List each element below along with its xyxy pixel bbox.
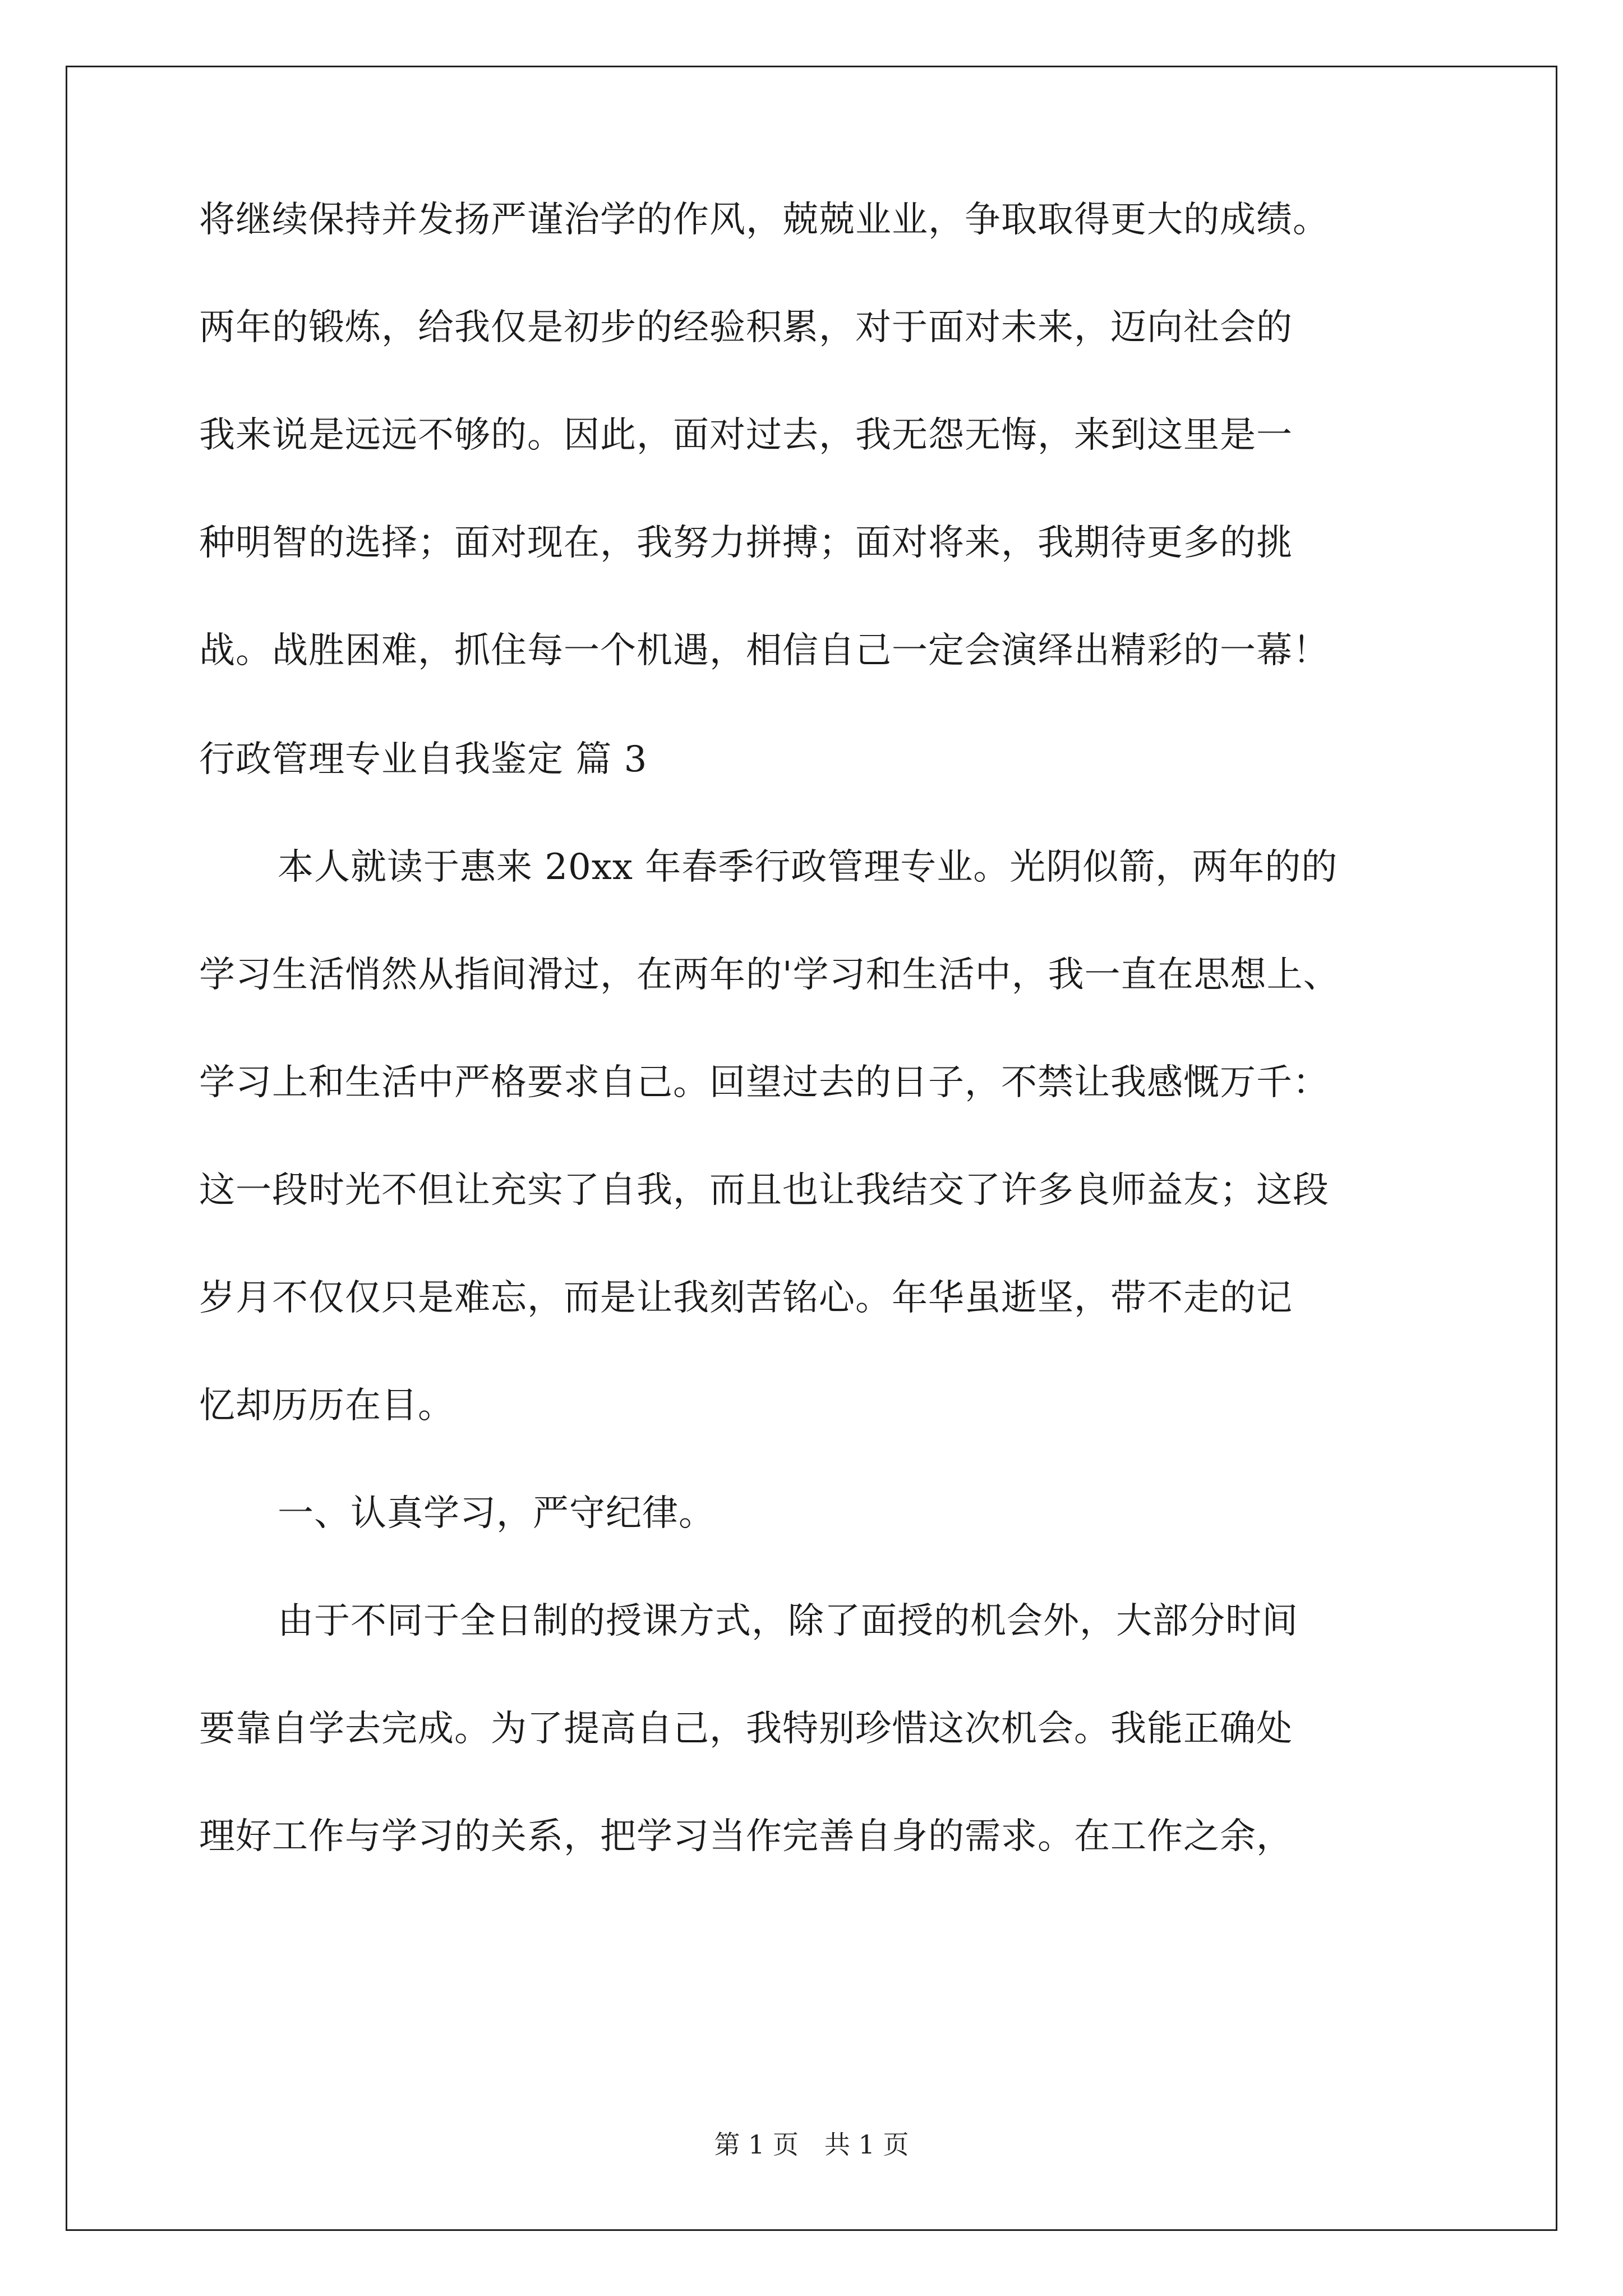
paragraph-previous [199,199,1472,671]
text-line: 两年的锻炼，给我仅是初步的经验积累，对于面对未来，迈向社会的 [199,307,1293,348]
text-line: 我来说是远远不够的。因此，面对过去，我无怨无悔，来到这里是一 [199,415,1293,456]
text-line: 岁月不仅仅只是难忘，而是让我刻苦铭心。年华虽逝坚，带不走的记 [199,1277,1293,1319]
document-body [199,199,1472,1926]
text-line: 这一段时光不但让充实了自我，而且也让我结交了许多良师益友；这段 [199,1170,1329,1211]
paragraph-intro [199,846,1472,1427]
text-line: 种明智的选择；面对现在，我努力拼搏；面对将来，我期待更多的挑 [199,522,1293,564]
subheading: 一、认真学习，严守纪律。 [278,1493,715,1534]
text-line: 要靠自学去完成。为了提高自己，我特别珍惜这次机会。我能正确处 [199,1708,1293,1750]
page-footer: 第 1 页 共 1 页 [714,2129,909,2160]
text-line: 学习生活悄然从指间滑过，在两年的'学习和生活中，我一直在思想上、 [199,954,1340,996]
section-title: 行政管理专业自我鉴定 篇 3 [199,739,648,780]
text-line: 学习上和生活中严格要求自己。回望过去的日子，不禁让我感慨万千： [199,1062,1329,1103]
text-line: 将继续保持并发扬严谨治学的作风，兢兢业业，争取取得更大的成绩。 [199,199,1329,241]
paragraph-study [199,1600,1472,1857]
text-line: 理好工作与学习的关系，把学习当作完善自身的需求。在工作之余， [199,1816,1293,1857]
text-line: 战。战胜困难，抓住每一个机遇，相信自己一定会演绎出精彩的一幕！ [199,630,1329,671]
text-line: 由于不同于全日制的授课方式，除了面授的机会外，大部分时间 [278,1600,1298,1642]
text-line: 本人就读于惠来 20xx 年春季行政管理专业。光阴似箭，两年的的 [278,846,1338,888]
text-line: 忆却历历在目。 [199,1385,454,1427]
